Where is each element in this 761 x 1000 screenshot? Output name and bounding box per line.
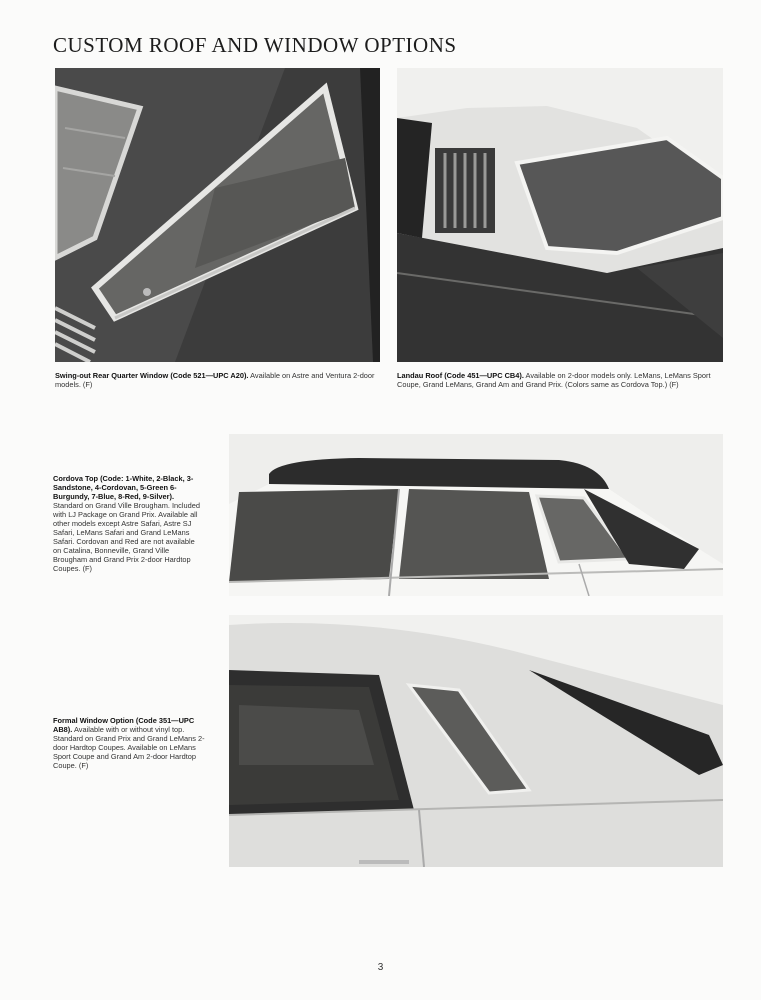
- caption-heading: Landau Roof (Code 451—UPC CB4).: [397, 371, 524, 380]
- formal-window-photo: [229, 615, 723, 867]
- cordova-top-photo: [229, 434, 723, 596]
- caption-heading: Formal Window Option (Code 351—UPC AB8).: [53, 716, 195, 734]
- caption-body: Available on Astre and Ventura 2-door models. (F): [55, 371, 375, 389]
- swing-out-window-photo: [55, 68, 380, 362]
- landau-roof-photo: [397, 68, 723, 362]
- caption-formal-window: [53, 716, 205, 770]
- caption-swing-out-window: [55, 371, 381, 389]
- caption-heading: Swing-out Rear Quarter Window (Code 521—UPC A20).: [55, 371, 249, 380]
- page-number: 3: [377, 962, 384, 973]
- page-title: CUSTOM ROOF AND WINDOW OPTIONS: [53, 33, 457, 57]
- caption-landau-roof: [397, 371, 723, 389]
- caption-heading: Cordova Top (Code: 1-White, 2-Black, 3-Sandstone, 4-Cordovan, 5-Green 6-Burgundy, 7-Blue, 8-Red, 9-Silver).: [53, 474, 194, 501]
- caption-cordova-top: [53, 474, 203, 573]
- caption-body: Available with or without vinyl top. Standard on Grand Prix and Grand LeMans 2-door Hardtop Coupes. Available on LeMans Sport Coupe and Grand Am 2-door Hardtop Coupe. (F): [53, 725, 205, 770]
- caption-body: Available on 2-door models only. LeMans, LeMans Sport Coupe, Grand LeMans, Grand Am and Grand Prix. (Colors same as Cordova Top.) (F): [397, 371, 711, 389]
- caption-body: Standard on Grand Ville Brougham. Included with LJ Package on Grand Prix. Available all other models except Astre Safari, Astre SJ Safari, LeMans Safari and Grand LeMans Safari. Cordovan and Red are not available on Catalina, Bonneville, Grand Ville Brougham and Grand Prix 2-door Hardtop Coupes. (F): [53, 501, 200, 573]
